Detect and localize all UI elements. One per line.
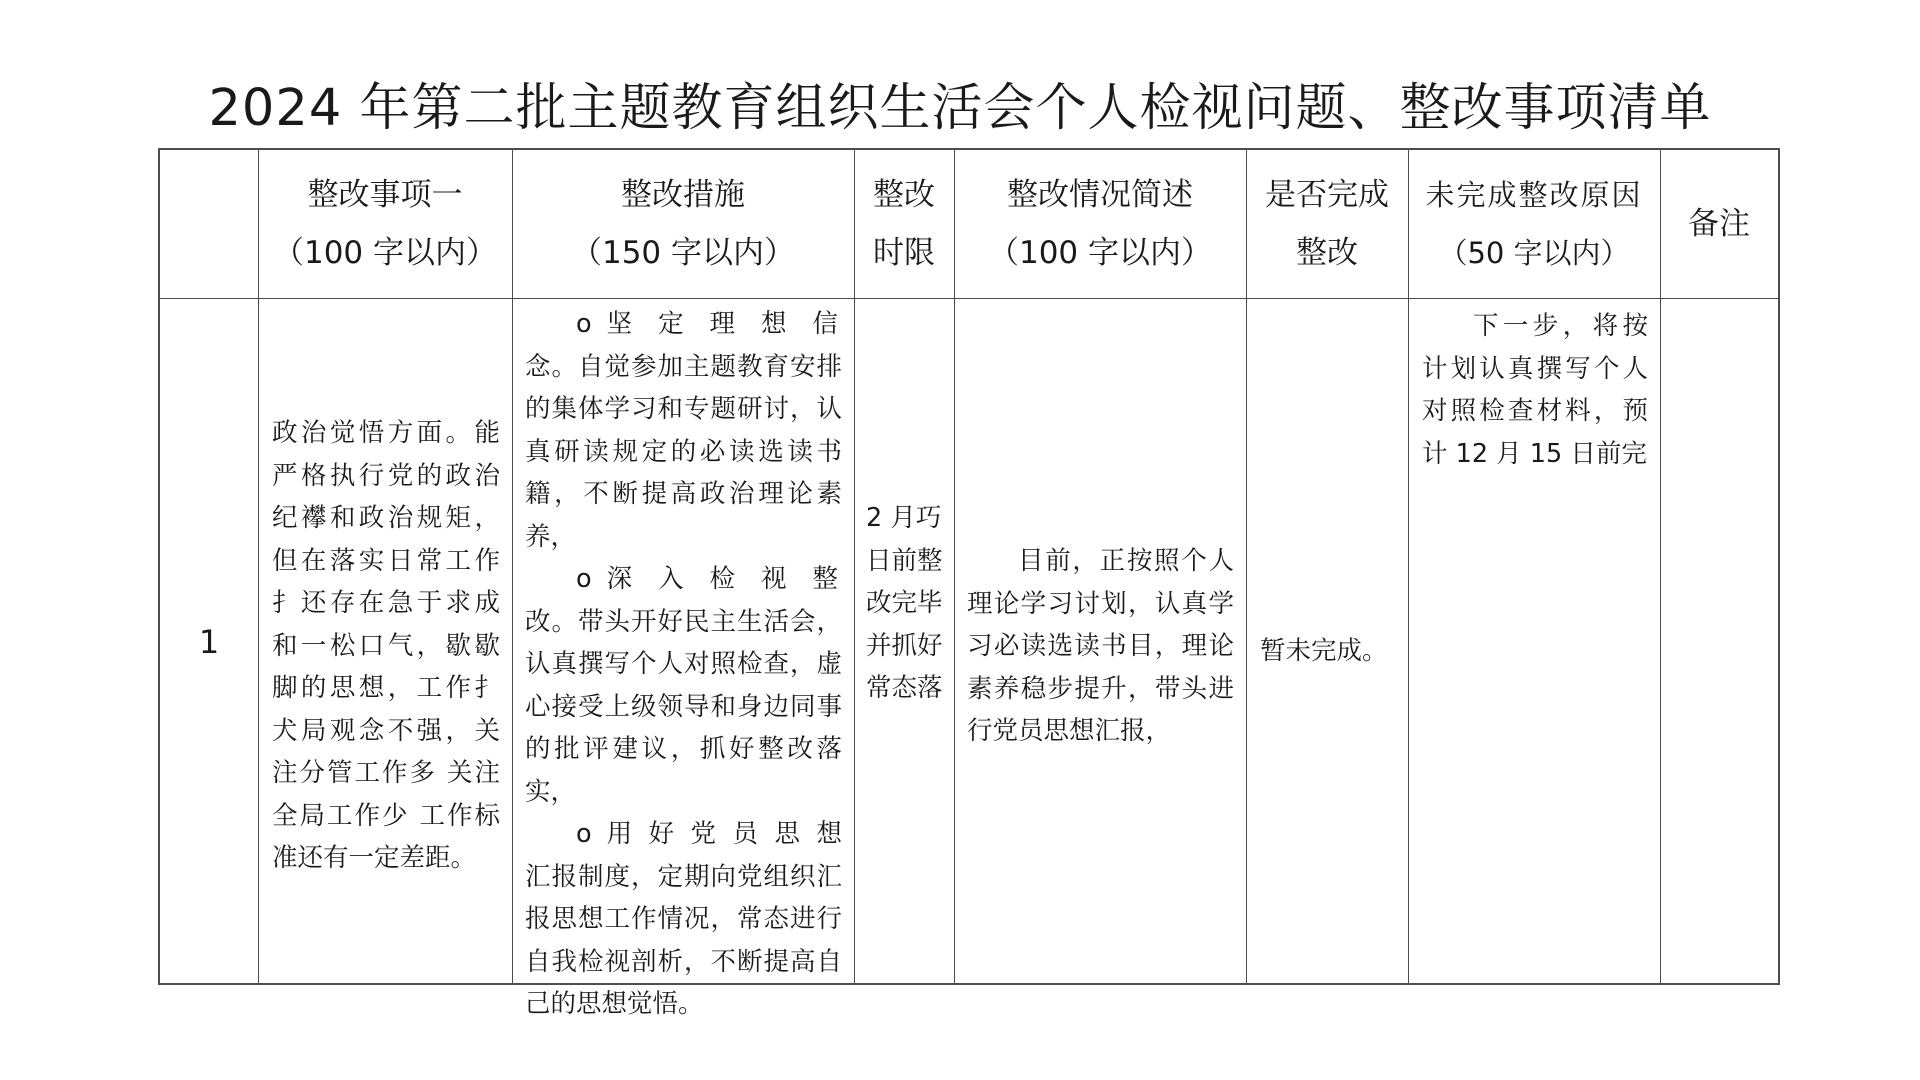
header-reason: 未完成整改原因 （50 字以内）	[1425, 178, 1643, 270]
bullet-icon: o	[576, 309, 592, 339]
completion-status: 暂未完成。	[1260, 636, 1388, 666]
bullet-icon: o	[576, 819, 592, 849]
reason-text: 下一步，将按计划认真撰写个人对照检查材料，预计 12 月 15 日前完	[1422, 311, 1648, 469]
measures-cell	[512, 300, 854, 1019]
header-measures: 整改措施 （150 字以内）	[570, 177, 796, 271]
header-completed: 是否完成 整改	[1265, 177, 1389, 271]
row-number: 1	[198, 623, 220, 662]
issue-text: 政治觉悟方面。能严格执行党的政治纪襻和政治规矩，但在落实日常工作扌还存在急于求成和一松口气，歇歇脚的思想，工作扌犬局观念不强，关注分管工作多 关注全局工作少 工作标准还有一定差距。	[272, 418, 500, 873]
header-issue: 整改事项一 （100 字以内）	[272, 177, 498, 271]
progress-text: 目前，正按照个人理论学习讨划，认真学习必读选读书目，理论素养稳步提升，带头进行党员思想汇报，	[967, 546, 1234, 746]
deadline-text: 2 月巧日前整改完毕并抓好常态落	[866, 503, 943, 703]
header-remark: 备注	[1688, 206, 1750, 242]
header-divider	[160, 298, 1778, 299]
bullet-icon: o	[576, 564, 592, 594]
measure-item: o 深入检视整 改。带头开好民主生活会，认真撰写个人对照检查，虚心接受上级领导和身边同事的批评建议，抓好整改落实，	[525, 558, 842, 813]
remark-cell	[1660, 300, 1778, 985]
page-title: 2024 年第二批主题教育组织生活会个人检视问题、整改事项清单	[208, 79, 1712, 138]
measure-item: o 坚定理想信 念。自觉参加主题教育安排的集体学习和专题研讨，认真研读规定的必读选读书籍，不断提高政治理论素养，	[525, 303, 842, 558]
issue-table	[158, 148, 1780, 1019]
measure-item: o 用好党员思想 汇报制度，定期向党组织汇报思想工作情况，常态进行自我检视剖析，不断提高自己的思想觉悟。	[525, 813, 842, 1026]
header-deadline: 整改 时限	[873, 177, 935, 271]
header-progress: 整改情况简述 （100 字以内）	[987, 177, 1213, 271]
